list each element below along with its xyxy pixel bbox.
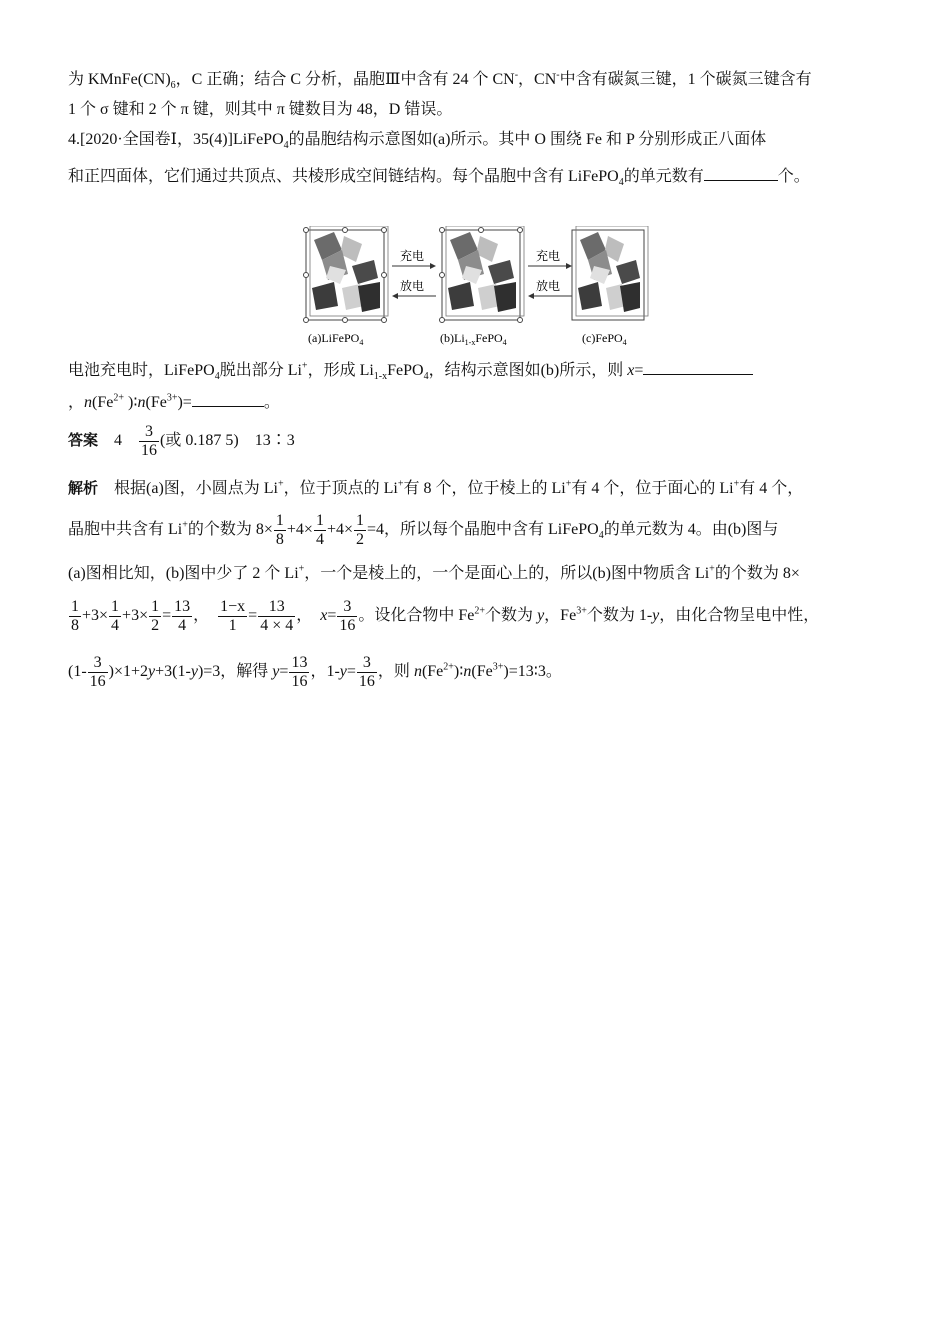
answer-label: 答案 [68,431,99,449]
discharge-label: 放电 [536,279,561,293]
analysis-line: 晶胞中共含有 Li+的个数为 8× $\frac{1}{8}$ +4× $\frac{1}{4}$ +4× $\frac{1}{2}$ =4，所以每个晶胞中含有 LiFePO$_4$的单元数为 4。由(b)图与 [68,511,779,548]
cell-b-diagram [440,226,525,323]
answer-blank[interactable] [192,388,264,407]
crystal-structure-figure [300,226,650,348]
arrows-ab [392,248,436,299]
charge-label: 充电 [400,249,425,263]
discharge-label: 放电 [400,279,425,293]
caption-c: (c)FePO$_4$ [582,331,627,347]
cell-c-diagram [572,226,648,320]
answer-blank[interactable] [704,162,778,181]
cell-a-diagram [304,226,389,323]
analysis-line: $\frac{1}{8}$ +3× $\frac{1}{4}$ +3× $\frac{1}{2}$ = $\frac{13}{4}$ ， $\frac{1-x}{1}$ = $\frac{13}{4 \times 4}$ ， x= $\frac{3}{16}$ 。设化合物中 $Fe^{2+}$个数为 y，$Fe^{3+}$个数为 1-y，由化合物呈电中性， [71,597,820,634]
question-line: 4.[2020·全国卷Ⅰ，35(4)]LiFePO$_4$的晶胞结构示意图如(a)所示。其中 O 围绕 Fe 和 P 分别形成正八面体 [68,131,767,152]
analysis-line: (1- $\frac{3}{16}$ )×1+2y+3(1-y)=3，解得 y= $\frac{13}{16}$ ，1-y= $\frac{3}{16}$ ，则 $n(Fe^{2+})∶n(Fe^{3+})=13∶3$。 [68,653,562,690]
text-line: 为 $KMnFe(CN)_6$，C 正确；结合 C 分析，晶胞Ⅲ中含有 24 个 CN-，CN-中含有碳氮三键，1 个碳氮三键含有 [68,69,812,92]
question-line: ，$n(Fe^{2+}$ )$∶n(Fe^{3+})=$ 。 [68,388,280,415]
analysis-line: (a)图相比知，(b)图中少了 2 个 Li+，一个是棱上的，一个是面心上的，所以(b)图中物质含 Li+的个数为 8× [68,563,800,582]
text-line: 1 个 σ 键和 2 个 π 键，则其中 π 键数目为 48，D 错误。 [68,101,453,118]
analysis-line: 解析 根据(a)图，小圆点为 Li+，位于顶点的 Li+有 8 个，位于棱上的 Li+有 4 个，位于面心的 Li+有 4 个， [68,478,804,497]
arrows-bc [528,248,572,299]
answer-blank[interactable] [643,356,753,375]
answer-line: 答案 4 $\frac{3}{16}$ (或 0.187 5) 13∶3 [68,422,295,459]
caption-a: (a)LiFePO$_4$ [308,331,364,347]
question-line: 电池充电时，LiFePO$_4$脱出部分 Li+，形成 $Li_{1-x}FePO_4$，结构示意图如(b)所示，则 x= [68,356,753,383]
caption-b: $(b)Li_{1-x}FePO_4$ [440,331,507,347]
analysis-label: 解析 [68,479,99,497]
question-line: 和正四面体，它们通过共顶点、共棱形成空间链结构。每个晶胞中含有 LiFePO$_4$的单元数有 个。 [68,162,810,189]
charge-label: 充电 [536,249,561,263]
